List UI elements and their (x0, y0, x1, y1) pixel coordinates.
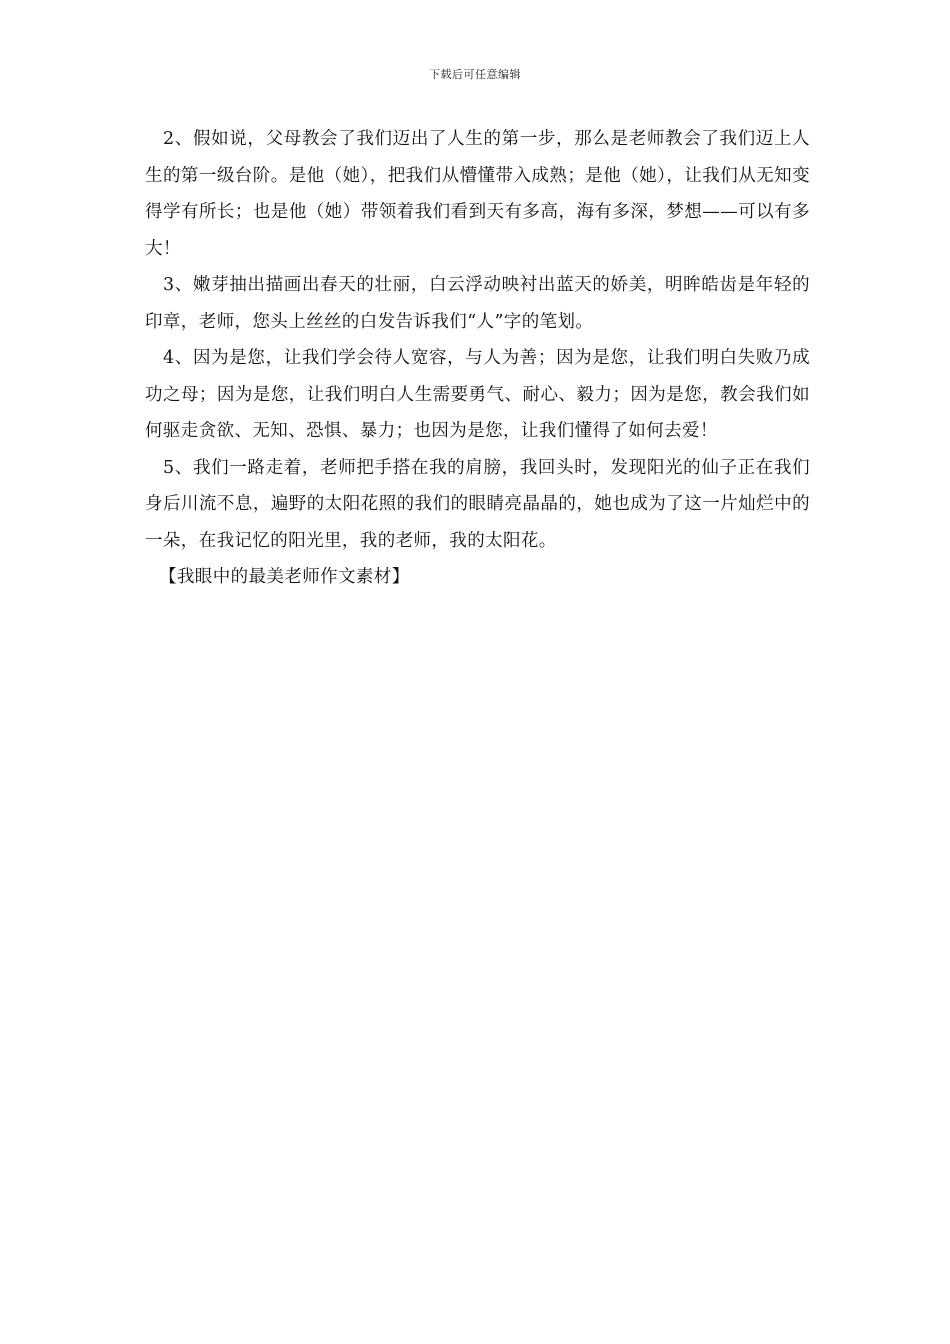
document-body (145, 121, 810, 596)
paragraph-3: 3、嫩芽抽出描画出春天的壮丽，白云浮动映衬出蓝天的娇美，明眸皓齿是年轻的印章，老师，您头上丝丝的白发告诉我们“人”字的笔划。 (145, 275, 810, 332)
paragraph-4: 4、因为是您，让我们学会待人宽容，与人为善；因为是您，让我们明白失败乃成功之母；因为是您，让我们明白人生需要勇气、耐心、毅力；因为是您，教会我们如何驱走贪欲、无知、恐惧、暴力；也因为是您，让我们懂得了如何去爱！ (145, 348, 810, 441)
section-title: 【我眼中的最美老师作文素材】 (159, 567, 410, 587)
page-header: 下载后可任意编辑 (429, 68, 521, 81)
paragraph-2: 2、假如说，父母教会了我们迈出了人生的第一步，那么是老师教会了我们迈上人生的第一级台阶。是他（她），把我们从懵懂带入成熟；是他（她），让我们从无知变得学有所长；也是他（她）带领着我们看到天有多高，海有多深，梦想——可以有多大！ (145, 129, 810, 259)
paragraph-5: 5、我们一路走着，老师把手搭在我的肩膀，我回头时，发现阳光的仙子正在我们身后川流不息，遍野的太阳花照的我们的眼睛亮晶晶的，她也成为了这一片灿烂中的一朵，在我记忆的阳光里，我的老师，我的太阳花。 (145, 457, 810, 551)
